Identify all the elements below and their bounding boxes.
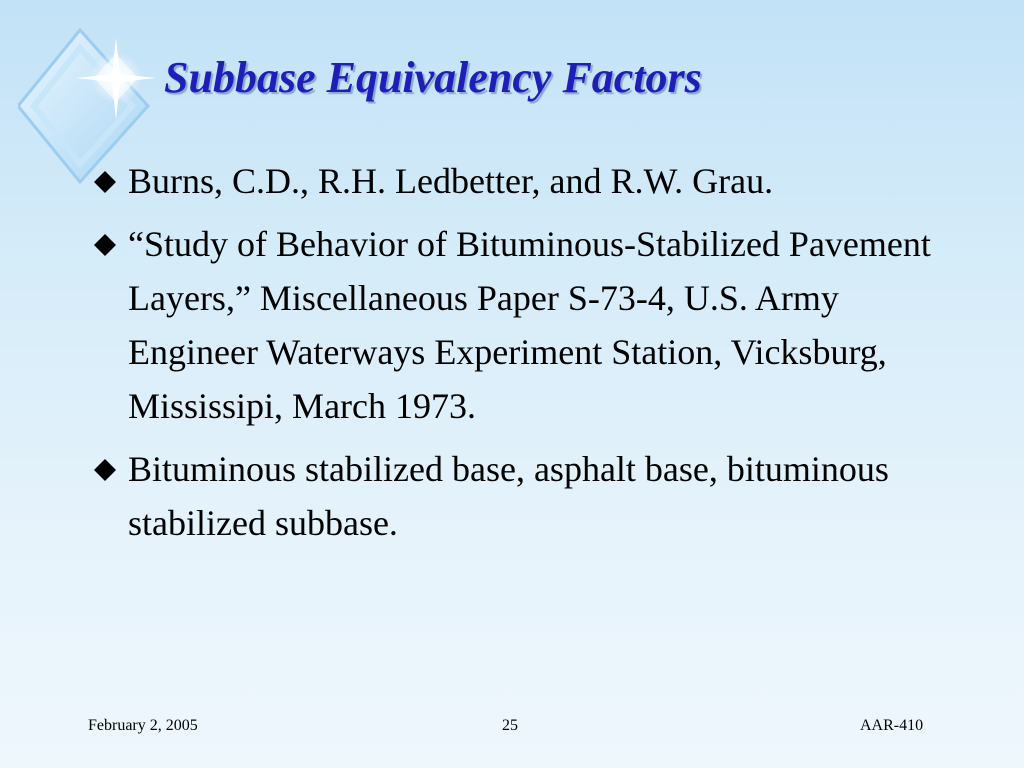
- bullet-list: [90, 154, 970, 559]
- footer-date: February 2, 2005: [88, 717, 198, 734]
- bullet-text: Burns, C.D., R.H. Ledbetter, and R.W. Grau.: [128, 161, 774, 201]
- diamond-bullet-icon: [94, 171, 116, 193]
- slide-title: Subbase Equivalency Factors: [164, 53, 702, 102]
- bullet-text: Bituminous stabilized base, asphalt base, bituminous stabilized subbase.: [128, 449, 889, 543]
- footer-page-number: 25: [502, 717, 518, 734]
- bullet-item: [90, 217, 970, 433]
- diamond-bullet-icon: [94, 234, 116, 256]
- bullet-item: [90, 154, 970, 208]
- bullet-text: “Study of Behavior of Bituminous-Stabilized Pavement Layers,” Miscellaneous Paper S-73-4, U.S. Army Engineer Waterways Experiment Station, Vicksburg, Mississipi, March 1973.: [128, 224, 931, 426]
- footer-course-code: AAR-410: [860, 717, 924, 734]
- diamond-bullet-icon: [94, 459, 116, 481]
- bullet-item: [90, 442, 970, 550]
